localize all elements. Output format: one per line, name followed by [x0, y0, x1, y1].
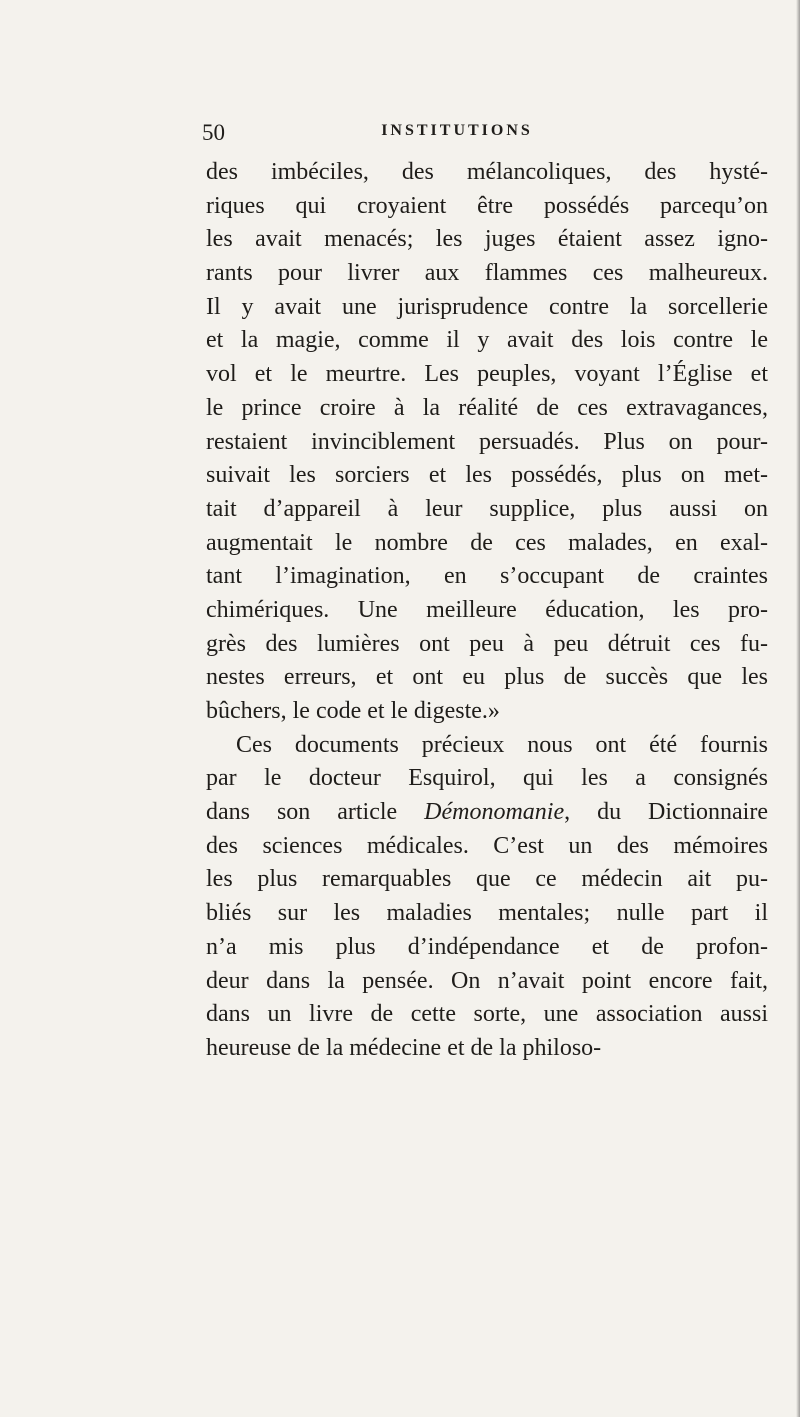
text-line: les avait menacés; les juges étaient assez igno-	[206, 226, 768, 253]
text-line: deur dans la pensée. On n’avait point encore fait,	[206, 967, 768, 994]
page-edge-shadow	[796, 0, 800, 1417]
text-line: par le docteur Esquirol, qui les a consignés	[206, 765, 768, 792]
line-text-before: dans son article	[206, 799, 425, 826]
text-line: bliés sur les maladies mentales; nulle part il	[206, 900, 768, 927]
text-line: rants pour livrer aux flammes ces malheureux.	[206, 260, 768, 287]
text-line: grès des lumières ont peu à peu détruit ces fu-	[206, 630, 768, 657]
text-line: Il y avait une jurisprudence contre la sorcellerie	[206, 293, 768, 320]
page-header	[202, 120, 712, 160]
paragraph-end-line: bûchers, le code et le digeste.»	[206, 698, 500, 724]
paragraph-start-line: Ces documents précieux nous ont été fournis	[236, 731, 768, 758]
text-line: les plus remarquables que ce médecin ait pu-	[206, 866, 768, 893]
text-line: des sciences médicales. C’est un des mémoires	[206, 832, 768, 859]
text-line: suivait les sorciers et les possédés, plus on met-	[206, 462, 768, 489]
text-line: restaient invinciblement persuadés. Plus on pour-	[206, 428, 768, 455]
text-line: tait d’appareil à leur supplice, plus aussi on	[206, 495, 768, 522]
text-line: et la magie, comme il y avait des lois contre le	[206, 327, 768, 354]
text-line	[206, 796, 768, 830]
text-line: dans un livre de cette sorte, une association aussi	[206, 1001, 768, 1028]
text-line: chimériques. Une meilleure éducation, les pro-	[206, 596, 768, 623]
italic-title: Démonomanie	[424, 799, 565, 826]
text-body	[206, 156, 768, 1066]
text-line: nestes erreurs, et ont eu plus de succès que les	[206, 664, 768, 691]
text-line: heureuse de la médecine et de la philoso-	[206, 1034, 602, 1061]
text-line: vol et le meurtre. Les peuples, voyant l’Église et	[206, 361, 768, 388]
running-title: INSTITUTIONS	[381, 122, 533, 139]
text-line: des imbéciles, des mélancoliques, des hysté-	[206, 159, 768, 185]
text-line: le prince croire à la réalité de ces extravagances,	[206, 394, 768, 421]
text-line: tant l’imagination, en s’occupant de craintes	[206, 563, 768, 590]
line-text-after: , du Dictionnaire	[564, 799, 768, 826]
page-number: 50	[202, 120, 225, 145]
text-line: riques qui croyaient être possédés parcequ’on	[206, 192, 768, 219]
text-line: augmentait le nombre de ces malades, en exal-	[206, 529, 768, 556]
text-line: n’a mis plus d’indépendance et de profon-	[206, 933, 768, 960]
